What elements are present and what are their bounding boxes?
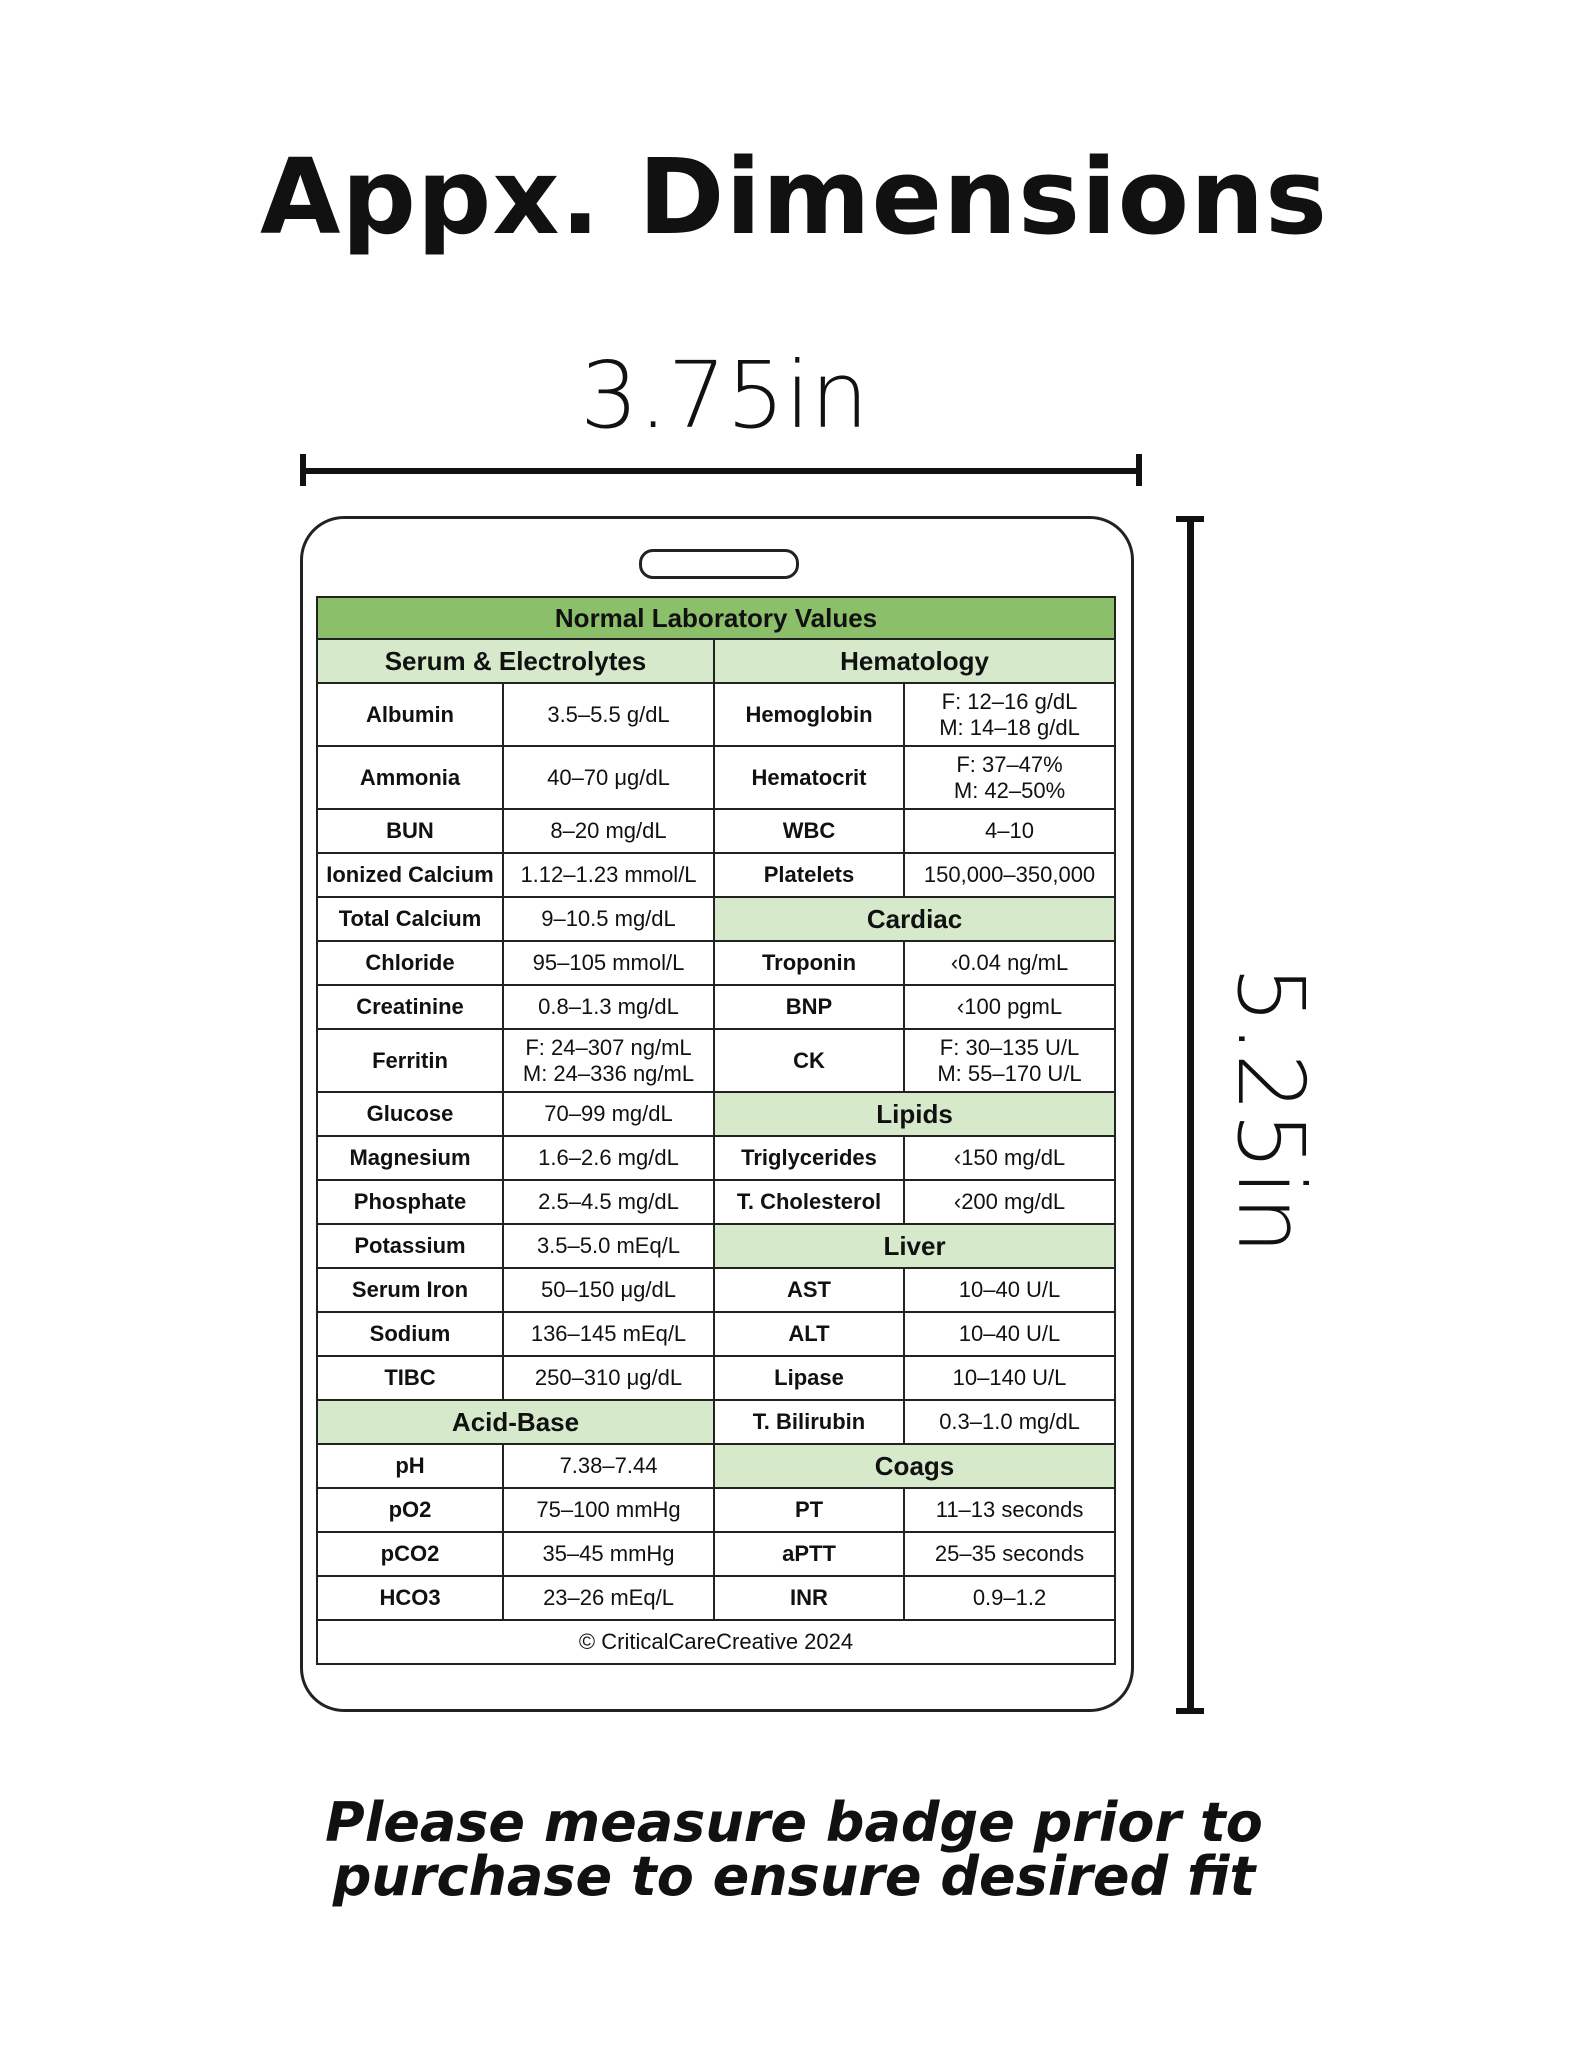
row-value: 150,000–350,000 (904, 853, 1115, 897)
row-label: Troponin (714, 941, 904, 985)
row-label: CK (714, 1029, 904, 1092)
row-label: Lipase (714, 1356, 904, 1400)
notice-line-1: Please measure badge prior to (325, 1791, 1263, 1854)
measure-notice (0, 1791, 1588, 1908)
row-value: 23–26 mEq/L (503, 1576, 714, 1620)
row-label: Platelets (714, 853, 904, 897)
width-dimension-label: 3.75in (580, 342, 869, 449)
table-row (317, 1312, 1115, 1356)
notice-line-2: purchase to ensure desired fit (332, 1845, 1256, 1908)
row-value: 7.38–7.44 (503, 1444, 714, 1488)
row-label: Hematocrit (714, 746, 904, 809)
table-row (317, 1268, 1115, 1312)
section-cardiac: Cardiac (714, 897, 1115, 941)
row-label: Chloride (317, 941, 503, 985)
row-label: WBC (714, 809, 904, 853)
copyright-footer: © CriticalCareCreative 2024 (317, 1620, 1115, 1664)
table-row (317, 1400, 1115, 1444)
row-label: Sodium (317, 1312, 503, 1356)
row-value: 25–35 seconds (904, 1532, 1115, 1576)
row-value: 9–10.5 mg/dL (503, 897, 714, 941)
row-value: 2.5–4.5 mg/dL (503, 1180, 714, 1224)
row-label: Phosphate (317, 1180, 503, 1224)
table-row (317, 1576, 1115, 1620)
row-value: ‹0.04 ng/mL (904, 941, 1115, 985)
row-value: 50–150 μg/dL (503, 1268, 714, 1312)
row-value: 11–13 seconds (904, 1488, 1115, 1532)
row-label: Ferritin (317, 1029, 503, 1092)
row-label: Serum Iron (317, 1268, 503, 1312)
row-value: 136–145 mEq/L (503, 1312, 714, 1356)
row-value: F: 30–135 U/L M: 55–170 U/L (904, 1029, 1115, 1092)
table-row (317, 1532, 1115, 1576)
row-label: Total Calcium (317, 897, 503, 941)
section-serum-electrolytes: Serum & Electrolytes (317, 639, 714, 683)
row-label: T. Bilirubin (714, 1400, 904, 1444)
table-row (317, 1029, 1115, 1092)
row-label: Magnesium (317, 1136, 503, 1180)
row-label: T. Cholesterol (714, 1180, 904, 1224)
row-label: Triglycerides (714, 1136, 904, 1180)
row-label: aPTT (714, 1532, 904, 1576)
row-value: 250–310 μg/dL (503, 1356, 714, 1400)
table-title: Normal Laboratory Values (317, 597, 1115, 639)
table-row (317, 809, 1115, 853)
section-hematology: Hematology (714, 639, 1115, 683)
row-label: TIBC (317, 1356, 503, 1400)
lab-values-table (316, 596, 1116, 1665)
row-label: BUN (317, 809, 503, 853)
table-row (317, 985, 1115, 1029)
table-row (317, 746, 1115, 809)
row-value: 0.3–1.0 mg/dL (904, 1400, 1115, 1444)
row-label: Glucose (317, 1092, 503, 1136)
table-row (317, 1180, 1115, 1224)
table-row (317, 1488, 1115, 1532)
row-label: pH (317, 1444, 503, 1488)
row-label: BNP (714, 985, 904, 1029)
row-value: 95–105 mmol/L (503, 941, 714, 985)
row-label: HCO3 (317, 1576, 503, 1620)
width-dimension-line (300, 454, 1142, 486)
row-label: PT (714, 1488, 904, 1532)
section-coags: Coags (714, 1444, 1115, 1488)
row-label: Creatinine (317, 985, 503, 1029)
page-heading: Appx. Dimensions (259, 136, 1329, 258)
row-value: 0.8–1.3 mg/dL (503, 985, 714, 1029)
section-acid-base: Acid-Base (317, 1400, 714, 1444)
table-row (317, 1224, 1115, 1268)
row-value: ‹100 pgmL (904, 985, 1115, 1029)
row-label: pO2 (317, 1488, 503, 1532)
badge-slot (639, 549, 799, 579)
row-label: INR (714, 1576, 904, 1620)
row-value: 10–140 U/L (904, 1356, 1115, 1400)
table-row (317, 897, 1115, 941)
row-value: 40–70 μg/dL (503, 746, 714, 809)
table-row (317, 683, 1115, 746)
row-label: Hemoglobin (714, 683, 904, 746)
row-value: 10–40 U/L (904, 1312, 1115, 1356)
row-value: 8–20 mg/dL (503, 809, 714, 853)
row-value: 3.5–5.0 mEq/L (503, 1224, 714, 1268)
row-value: F: 24–307 ng/mL M: 24–336 ng/mL (503, 1029, 714, 1092)
table-row (317, 941, 1115, 985)
row-value: 1.12–1.23 mmol/L (503, 853, 714, 897)
row-value: 10–40 U/L (904, 1268, 1115, 1312)
row-value: F: 37–47% M: 42–50% (904, 746, 1115, 809)
row-value: 0.9–1.2 (904, 1576, 1115, 1620)
row-value: F: 12–16 g/dL M: 14–18 g/dL (904, 683, 1115, 746)
table-row (317, 1444, 1115, 1488)
table-row (317, 1136, 1115, 1180)
section-liver: Liver (714, 1224, 1115, 1268)
table-row (317, 1092, 1115, 1136)
section-lipids: Lipids (714, 1092, 1115, 1136)
row-value: 35–45 mmHg (503, 1532, 714, 1576)
row-value: 3.5–5.5 g/dL (503, 683, 714, 746)
row-label: ALT (714, 1312, 904, 1356)
row-value: 75–100 mmHg (503, 1488, 714, 1532)
row-value: 1.6–2.6 mg/dL (503, 1136, 714, 1180)
height-dimension-label: 5.25in (1217, 965, 1324, 1255)
height-dimension-line (1176, 516, 1204, 1714)
row-value: 4–10 (904, 809, 1115, 853)
row-value: 70–99 mg/dL (503, 1092, 714, 1136)
table-row (317, 853, 1115, 897)
row-label: Ammonia (317, 746, 503, 809)
row-label: AST (714, 1268, 904, 1312)
row-value: ‹200 mg/dL (904, 1180, 1115, 1224)
table-row (317, 1356, 1115, 1400)
row-label: Ionized Calcium (317, 853, 503, 897)
row-value: ‹150 mg/dL (904, 1136, 1115, 1180)
row-label: Potassium (317, 1224, 503, 1268)
row-label: pCO2 (317, 1532, 503, 1576)
row-label: Albumin (317, 683, 503, 746)
